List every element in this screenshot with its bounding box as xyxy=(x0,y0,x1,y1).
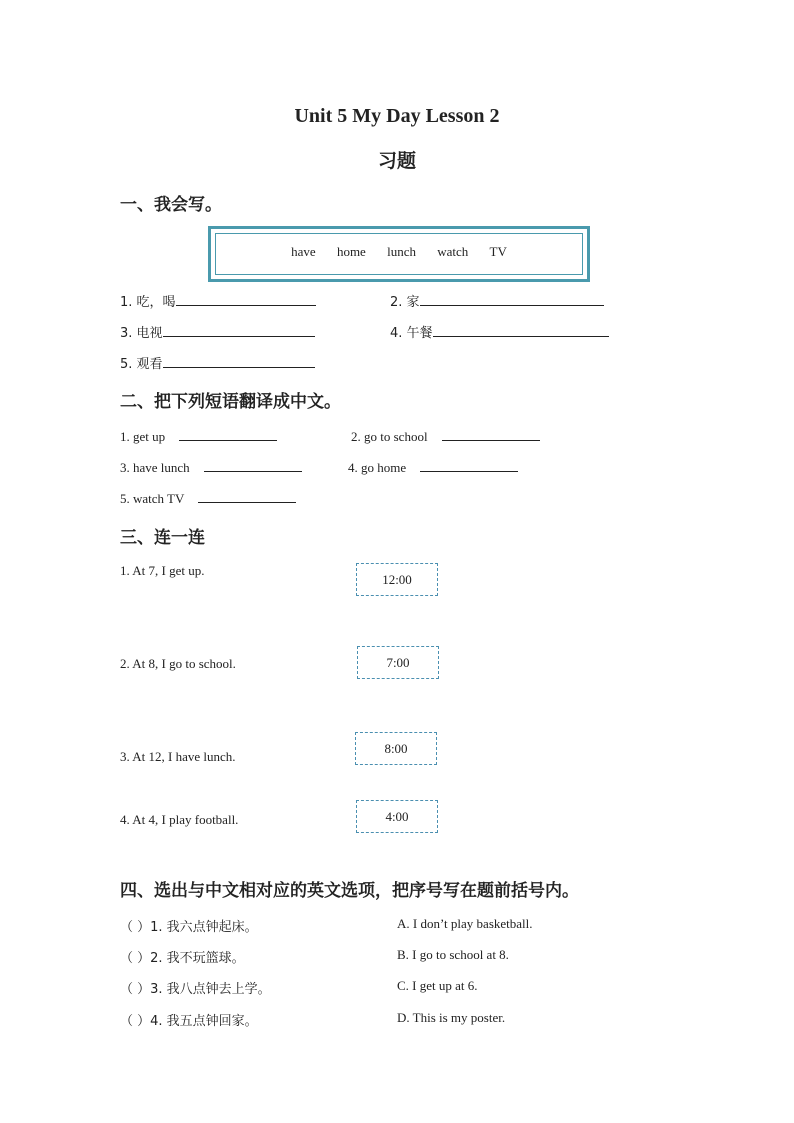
word-bank-item: home xyxy=(336,244,366,259)
section-1-heading: 一、我会写。 xyxy=(120,195,222,215)
answer-line[interactable] xyxy=(198,489,296,503)
option-item: A. I don’t play basketball. xyxy=(397,916,533,931)
match-sentence: 3. At 12, I have lunch. xyxy=(120,749,236,764)
write-item: 3. 电视 xyxy=(120,322,315,341)
word-bank-item: TV xyxy=(489,244,507,259)
question-item: （ ）2. 我不玩篮球。 xyxy=(120,951,245,966)
time-box[interactable]: 7:00 xyxy=(357,646,439,679)
match-sentence: 4. At 4, I play football. xyxy=(120,812,239,827)
word-bank-item: watch xyxy=(437,244,469,259)
word-bank-item: have xyxy=(291,244,316,259)
write-item: 2. 家 xyxy=(390,291,604,310)
phrase-item: 5. watch TV xyxy=(120,489,296,507)
question-item: （ ）4. 我五点钟回家。 xyxy=(120,1014,258,1029)
write-item: 4. 午餐 xyxy=(390,322,609,341)
word-bank-box xyxy=(208,226,590,282)
answer-line[interactable] xyxy=(442,427,540,441)
option-item: C. I get up at 6. xyxy=(397,978,478,993)
word-bank xyxy=(216,244,582,260)
answer-line[interactable] xyxy=(204,458,302,472)
write-item: 1. 吃，喝 xyxy=(120,291,316,310)
page-subtitle: 习题 xyxy=(377,150,416,172)
answer-line[interactable] xyxy=(163,323,315,337)
page-title: Unit 5 My Day Lesson 2 xyxy=(294,105,500,127)
answer-line[interactable] xyxy=(420,458,518,472)
time-box[interactable]: 12:00 xyxy=(356,563,438,596)
question-item: （ ）3. 我八点钟去上学。 xyxy=(120,982,271,997)
phrase-item: 4. go home xyxy=(348,458,518,476)
answer-line[interactable] xyxy=(179,427,277,441)
option-item: B. I go to school at 8. xyxy=(397,947,509,962)
answer-line[interactable] xyxy=(176,292,316,306)
option-item: D. This is my poster. xyxy=(397,1010,506,1025)
section-4-heading: 四、选出与中文相对应的英文选项，把序号写在题前括号内。 xyxy=(120,881,579,901)
match-sentence: 1. At 7, I get up. xyxy=(120,563,205,578)
answer-line[interactable] xyxy=(433,323,609,337)
match-sentence: 2. At 8, I go to school. xyxy=(120,656,236,671)
question-item: （ ）1. 我六点钟起床。 xyxy=(120,920,258,935)
word-bank-item: lunch xyxy=(387,244,416,259)
answer-line[interactable] xyxy=(163,354,315,368)
time-box[interactable]: 4:00 xyxy=(356,800,438,833)
section-3-heading: 三、连一连 xyxy=(120,528,205,548)
phrase-item: 3. have lunch xyxy=(120,458,302,476)
section-2-heading: 二、把下列短语翻译成中文。 xyxy=(120,392,341,412)
write-item: 5. 观看 xyxy=(120,353,315,372)
answer-line[interactable] xyxy=(420,292,604,306)
phrase-item: 1. get up xyxy=(120,427,277,445)
time-box[interactable]: 8:00 xyxy=(355,732,437,765)
phrase-item: 2. go to school xyxy=(351,427,540,445)
